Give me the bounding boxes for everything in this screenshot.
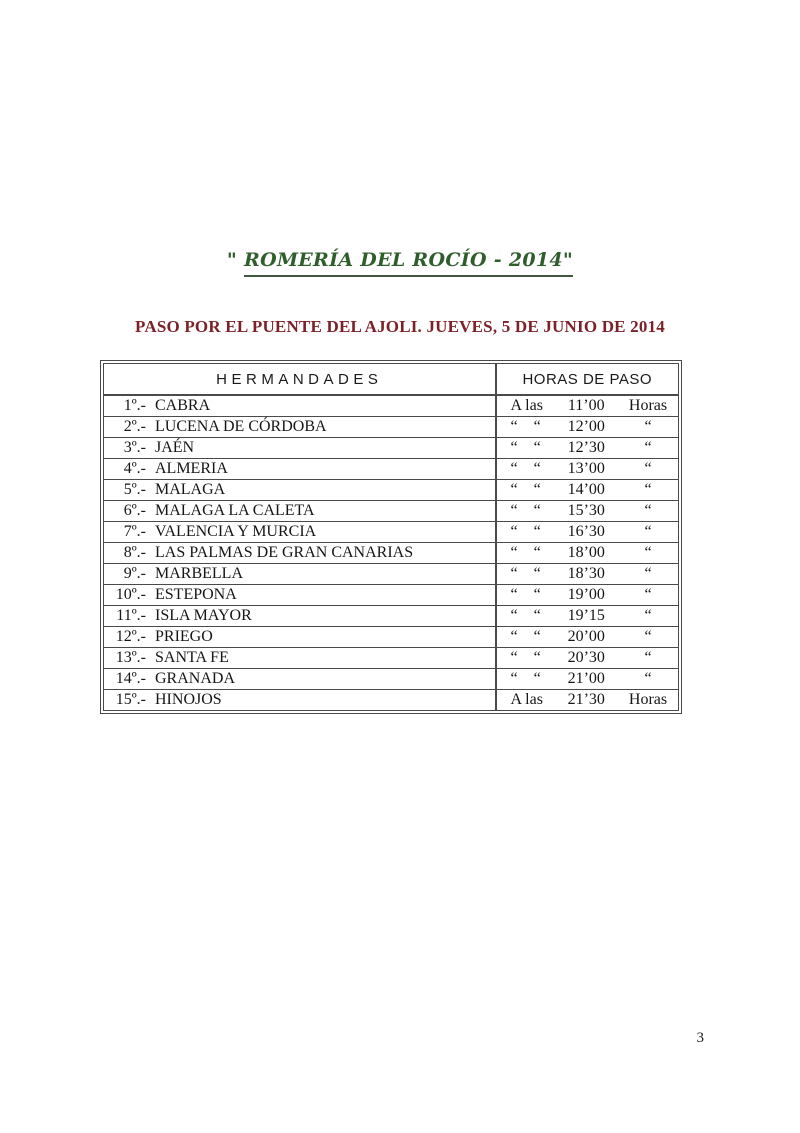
row-ordinal: 14º.- — [115, 670, 146, 687]
row-ordinal: 10º.- — [115, 586, 146, 603]
row-name: ESTEPONA — [155, 586, 237, 603]
hermandad-cell — [104, 564, 496, 585]
time-suffix: “ — [644, 565, 652, 582]
time-layout — [497, 396, 679, 416]
hermandad-cell — [104, 522, 496, 543]
hermandad-cell — [104, 648, 496, 669]
time-value: 15’30 — [567, 502, 605, 519]
hora-cell — [496, 606, 679, 627]
time-value: 21’00 — [567, 670, 605, 687]
row-name: HINOJOS — [155, 691, 222, 708]
document-title — [0, 249, 800, 277]
time-suffix: “ — [644, 649, 652, 666]
hora-cell — [496, 417, 679, 438]
table-row — [104, 522, 679, 543]
row-name: SANTA FE — [155, 649, 229, 666]
column-header-horas-de-paso: HORAS DE PASO — [496, 364, 679, 396]
table-row — [104, 606, 679, 627]
time-value: 12’00 — [567, 418, 605, 435]
hora-cell — [496, 501, 679, 522]
hermandad-cell — [104, 669, 496, 690]
row-ordinal: 12º.- — [115, 628, 146, 645]
time-prefix: “ “ — [510, 418, 541, 435]
time-prefix: “ “ — [510, 670, 541, 687]
row-ordinal: 11º.- — [116, 607, 146, 624]
time-suffix: “ — [644, 628, 652, 645]
time-suffix: “ — [644, 418, 652, 435]
time-prefix: “ “ — [510, 586, 541, 603]
hora-cell — [496, 395, 679, 417]
row-ordinal: 6º.- — [123, 502, 146, 519]
time-suffix: “ — [644, 460, 652, 477]
hermandad-cell — [104, 690, 496, 711]
time-layout — [497, 438, 679, 458]
hermandad-cell — [104, 438, 496, 459]
time-prefix: “ “ — [510, 565, 541, 582]
row-ordinal: 5º.- — [123, 481, 146, 498]
time-suffix: “ — [644, 439, 652, 456]
time-suffix: “ — [644, 523, 652, 540]
hora-cell — [496, 459, 679, 480]
time-prefix: “ “ — [510, 460, 541, 477]
title-open-quote: " — [226, 249, 244, 271]
hora-cell — [496, 564, 679, 585]
row-name: ALMERIA — [155, 460, 228, 477]
time-value: 21’30 — [567, 691, 605, 708]
hora-cell — [496, 585, 679, 606]
time-prefix: “ “ — [510, 502, 541, 519]
column-header-hermandades: HERMANDADES — [104, 364, 496, 396]
hora-cell — [496, 627, 679, 648]
time-suffix: “ — [644, 502, 652, 519]
hermandad-cell — [104, 480, 496, 501]
table-row — [104, 669, 679, 690]
table-row — [104, 395, 679, 417]
row-name: JAÉN — [155, 439, 195, 456]
time-value: 16’30 — [567, 523, 605, 540]
title-text: ROMERÍA DEL ROCÍO - 2014" — [244, 249, 573, 277]
hermandad-cell — [104, 459, 496, 480]
time-layout — [497, 480, 679, 500]
table-row — [104, 501, 679, 522]
row-name: ISLA MAYOR — [155, 607, 252, 624]
row-ordinal: 8º.- — [123, 544, 146, 561]
row-ordinal: 7º.- — [123, 523, 146, 540]
hora-cell — [496, 438, 679, 459]
row-ordinal: 15º.- — [115, 691, 146, 708]
row-name: LAS PALMAS DE GRAN CANARIAS — [155, 544, 414, 561]
time-value: 19’15 — [567, 607, 605, 624]
time-value: 18’30 — [567, 565, 605, 582]
time-value: 18’00 — [567, 544, 605, 561]
schedule-table — [100, 360, 682, 714]
hora-cell — [496, 543, 679, 564]
time-prefix: “ “ — [510, 544, 541, 561]
time-layout — [497, 522, 679, 542]
table-row — [104, 480, 679, 501]
hora-cell — [496, 522, 679, 543]
table-row — [104, 438, 679, 459]
page-number: 3 — [696, 1030, 704, 1046]
hermandad-cell — [104, 501, 496, 522]
hermandad-cell — [104, 585, 496, 606]
row-name: LUCENA DE CÓRDOBA — [155, 418, 327, 435]
row-ordinal: 9º.- — [123, 565, 146, 582]
row-ordinal: 4º.- — [123, 460, 146, 477]
table-row — [104, 543, 679, 564]
time-layout — [497, 690, 679, 710]
hora-cell — [496, 480, 679, 501]
hermandad-cell — [104, 627, 496, 648]
time-prefix: “ “ — [510, 523, 541, 540]
hermandad-cell — [104, 395, 496, 417]
time-layout — [497, 648, 679, 668]
hora-cell — [496, 669, 679, 690]
row-name: MALAGA — [155, 481, 226, 498]
time-prefix: A las — [510, 397, 543, 414]
time-layout — [497, 606, 679, 626]
time-layout — [497, 543, 679, 563]
document-subtitle: PASO POR EL PUENTE DEL AJOLI. JUEVES, 5 DE JUNIO DE 2014 — [135, 317, 665, 336]
table-row — [104, 648, 679, 669]
time-value: 20’30 — [567, 649, 605, 666]
hermandad-cell — [104, 417, 496, 438]
table-row — [104, 585, 679, 606]
row-name: VALENCIA Y MURCIA — [155, 523, 317, 540]
row-name: GRANADA — [155, 670, 235, 687]
time-value: 19’00 — [567, 586, 605, 603]
time-value: 11’00 — [567, 397, 605, 414]
row-name: CABRA — [155, 397, 211, 414]
row-ordinal: 2º.- — [123, 418, 146, 435]
time-suffix: “ — [644, 607, 652, 624]
hora-cell — [496, 648, 679, 669]
row-name: MALAGA LA CALETA — [155, 502, 315, 519]
time-layout — [497, 459, 679, 479]
table-row — [104, 627, 679, 648]
time-layout — [497, 501, 679, 521]
table-header-row — [104, 364, 679, 396]
time-layout — [497, 585, 679, 605]
time-value: 14’00 — [567, 481, 605, 498]
time-value: 12’30 — [567, 439, 605, 456]
hermandad-cell — [104, 543, 496, 564]
time-suffix: “ — [644, 481, 652, 498]
time-layout — [497, 627, 679, 647]
table-row — [104, 459, 679, 480]
time-value: 13’00 — [567, 460, 605, 477]
time-prefix: “ “ — [510, 649, 541, 666]
row-name: MARBELLA — [155, 565, 243, 582]
time-suffix: Horas — [628, 397, 668, 414]
row-name: PRIEGO — [155, 628, 213, 645]
time-suffix: “ — [644, 544, 652, 561]
table-row — [104, 417, 679, 438]
table-row — [104, 690, 679, 711]
time-prefix: “ “ — [510, 607, 541, 624]
time-suffix: “ — [644, 670, 652, 687]
time-suffix: Horas — [628, 691, 668, 708]
hora-cell — [496, 690, 679, 711]
hermandad-cell — [104, 606, 496, 627]
time-prefix: A las — [510, 691, 543, 708]
time-suffix: “ — [644, 586, 652, 603]
time-layout — [497, 669, 679, 689]
row-ordinal: 3º.- — [123, 439, 146, 456]
row-ordinal: 1º.- — [123, 397, 146, 414]
time-layout — [497, 417, 679, 437]
row-ordinal: 13º.- — [115, 649, 146, 666]
table-row — [104, 564, 679, 585]
time-prefix: “ “ — [510, 439, 541, 456]
time-prefix: “ “ — [510, 481, 541, 498]
time-value: 20’00 — [567, 628, 605, 645]
time-prefix: “ “ — [510, 628, 541, 645]
time-layout — [497, 564, 679, 584]
